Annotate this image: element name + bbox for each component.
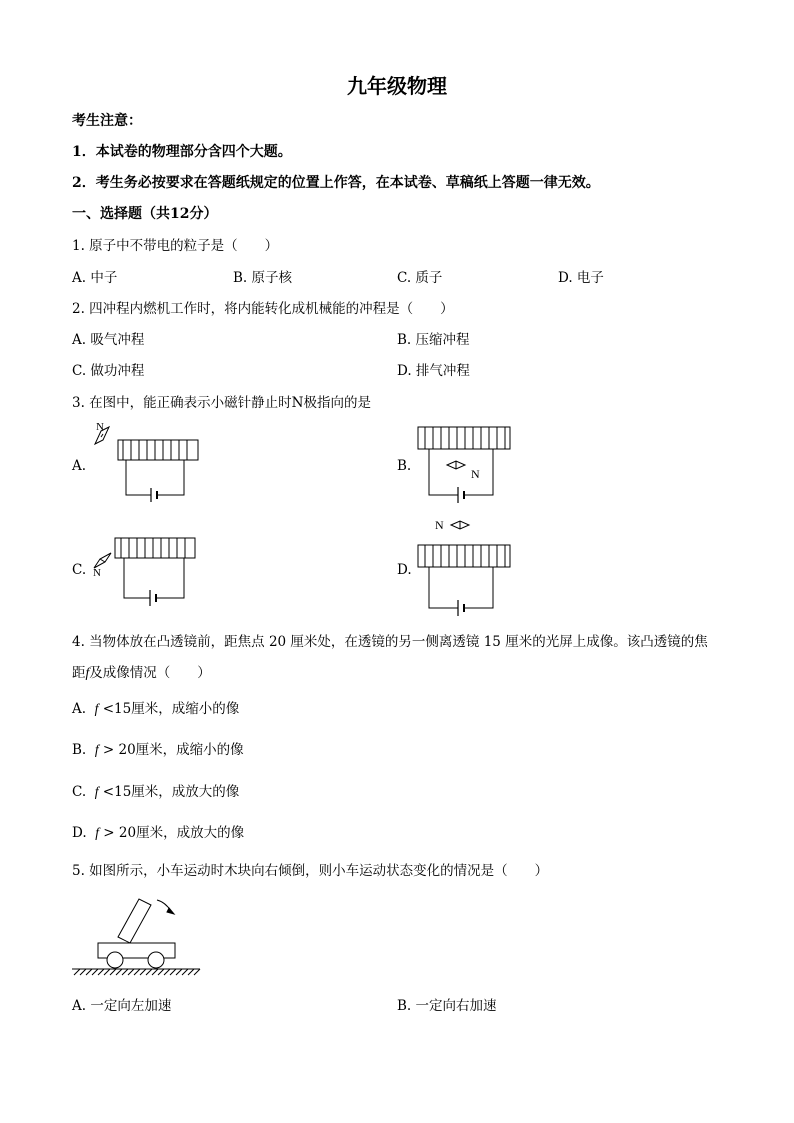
figure-5-cart-with-block: [70, 893, 205, 978]
option-text: <15厘米，成缩小的像: [102, 701, 240, 717]
question-5-option-a: A. 一定向左加速: [72, 998, 172, 1014]
q4-stem-line2-suffix: 及成像情况（ ）: [89, 665, 211, 681]
question-5-option-b: B. 一定向右加速: [397, 998, 497, 1014]
needle-letter-c: N: [93, 567, 101, 579]
option-label: C.: [72, 784, 87, 800]
needle-letter-b: N: [471, 467, 480, 481]
question-4-option-a: [72, 697, 239, 717]
question-3-label-b: B.: [397, 458, 412, 474]
question-4-stem-line1: 4. 当物体放在凸透镜前，距焦点 20 厘米处，在透镜的另一侧离透镜 15 厘米的光屏上成像。该凸透镜的焦: [72, 634, 708, 650]
option-text: > 20厘米，成放大的像: [103, 825, 245, 841]
question-3-label-c: C.: [72, 562, 87, 578]
question-4-option-b: [72, 738, 244, 758]
question-5-stem: 5. 如图所示，小车运动时木块向右倾倒，则小车运动状态变化的情况是（ ）: [72, 863, 549, 879]
option-text: <15厘米，成放大的像: [102, 784, 240, 800]
question-1-option-a: A. 中子: [72, 270, 118, 286]
q4-f-symbol: f: [85, 665, 90, 680]
f-symbol: f: [94, 701, 99, 716]
question-4-option-c: [72, 780, 239, 800]
option-text: > 20厘米，成缩小的像: [102, 742, 244, 758]
question-3-label-d: D.: [397, 562, 412, 578]
question-2-option-a: A. 吸气冲程: [72, 332, 145, 348]
figure-3c-solenoid-circuit: [90, 532, 200, 607]
section-heading-choice: 一、选择题（共12分）: [72, 206, 218, 222]
question-2-option-d: D. 排气冲程: [397, 363, 470, 379]
question-3-label-a: A.: [72, 458, 87, 474]
needle-letter-a: N: [96, 421, 104, 433]
question-1-stem: 1. 原子中不带电的粒子是（ ）: [72, 238, 279, 254]
question-2-stem: 2. 四冲程内燃机工作时，将内能转化成机械能的冲程是（ ）: [72, 301, 454, 317]
notice-item-1: 1．本试卷的物理部分含四个大题。: [72, 144, 292, 160]
needle-letter-d: N: [435, 518, 444, 532]
question-4-option-d: [72, 821, 244, 841]
q4-stem-line2-prefix: 距: [72, 665, 86, 681]
question-4-stem-line2: [72, 661, 211, 681]
question-2-option-c: C. 做功冲程: [72, 363, 145, 379]
question-1-option-b: B. 原子核: [233, 270, 293, 286]
figure-3a-solenoid-circuit: [90, 420, 200, 500]
option-label: D.: [72, 825, 87, 841]
question-3-stem: 3. 在图中，能正确表示小磁针静止时N极指向的是: [72, 395, 371, 411]
page-title: 九年级物理: [347, 74, 447, 98]
question-1-option-c: C. 质子: [397, 270, 443, 286]
f-symbol: f: [94, 784, 99, 799]
notice-item-2: 2．考生务必按要求在答题纸规定的位置上作答，在本试卷、草稿纸上答题一律无效。: [72, 175, 600, 191]
f-symbol: f: [94, 742, 99, 757]
question-2-option-b: B. 压缩冲程: [397, 332, 470, 348]
question-1-option-d: D. 电子: [558, 270, 604, 286]
f-symbol: f: [95, 825, 99, 840]
option-label: B.: [72, 742, 87, 758]
notice-heading: 考生注意：: [72, 113, 142, 129]
figure-3d-solenoid-circuit: [415, 515, 515, 615]
figure-3b-solenoid-circuit: [415, 425, 515, 510]
option-label: A.: [72, 701, 87, 717]
